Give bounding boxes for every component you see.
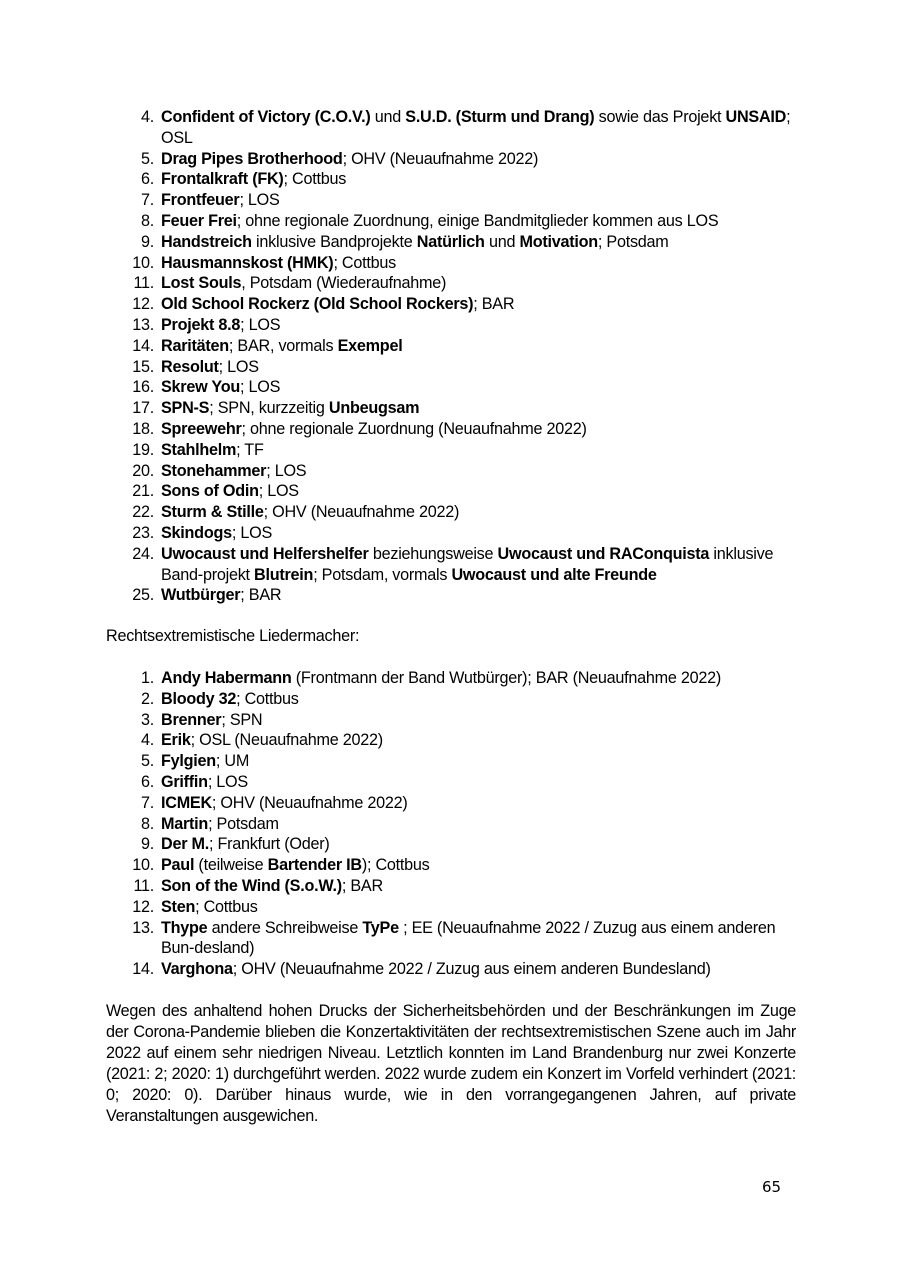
list-item-text: ; Cottbus bbox=[333, 253, 396, 272]
list-item-name: Sons of Odin bbox=[161, 482, 259, 501]
list-item bbox=[106, 855, 796, 876]
list-item-name: Spreewehr bbox=[161, 419, 242, 438]
list-item-text: und bbox=[370, 108, 406, 126]
list-item bbox=[106, 772, 796, 793]
list-item bbox=[106, 730, 796, 751]
list-item-name: Wutbürger bbox=[161, 586, 241, 605]
list-item-name: Sturm & Stille bbox=[161, 503, 264, 522]
list-item-number: 2. bbox=[140, 689, 154, 708]
list-item bbox=[106, 440, 796, 461]
list-item-number: 13. bbox=[132, 918, 154, 937]
list-item-text: ; LOS bbox=[258, 482, 299, 501]
list-item-text: ; LOS bbox=[240, 378, 281, 397]
list-item-text: und bbox=[484, 232, 520, 251]
list-item-name: Motivation bbox=[519, 232, 598, 251]
list-item-number: 22. bbox=[132, 503, 154, 522]
list-item-name: Thype bbox=[161, 918, 208, 937]
list-item-name: Skrew You bbox=[161, 378, 241, 397]
list-item bbox=[106, 897, 796, 918]
list-item-name: Bartender IB bbox=[267, 856, 362, 875]
list-item-name: Uwocaust und Helfershelfer bbox=[161, 544, 369, 563]
list-item bbox=[106, 357, 796, 378]
list-item-text: ; SPN bbox=[221, 710, 263, 729]
list-item-text: ; EE (Neuaufnahme 2022 / Zuzug aus einem anderen Bun-desland) bbox=[161, 918, 776, 958]
list-item bbox=[106, 169, 796, 190]
list-item-text: ; LOS bbox=[218, 357, 259, 376]
list-item-text: ; Potsdam bbox=[208, 814, 279, 833]
list-item-number: 5. bbox=[140, 149, 154, 168]
list-item-text: sowie das Projekt bbox=[594, 108, 726, 126]
list-item-text: ); Cottbus bbox=[361, 856, 430, 875]
band-list bbox=[106, 107, 796, 606]
list-item-number: 25. bbox=[132, 586, 154, 605]
list-item bbox=[106, 190, 796, 211]
list-item-text: ; OHV (Neuaufnahme 2022) bbox=[211, 793, 408, 812]
list-item-text: ; OSL bbox=[161, 108, 791, 147]
list-item bbox=[106, 273, 796, 294]
list-item-number: 13. bbox=[132, 315, 154, 334]
list-item-number: 12. bbox=[132, 295, 154, 314]
list-item-text: ; LOS bbox=[240, 315, 281, 334]
list-item-name: Handstreich bbox=[161, 232, 252, 251]
list-item-number: 4. bbox=[140, 731, 154, 750]
list-item-name: Frontalkraft (FK) bbox=[161, 170, 284, 189]
concert-paragraph: Wegen des anhaltend hohen Drucks der Sicherheitsbehörden und der Beschränkungen im Zuge der Corona-Pandemie blieben die Konzertaktivitäten der rechtsextremistischen Szene auch im Jahr 2022 auf einem sehr niedrigen Niveau. Letztlich konnten im Land Brandenburg nur zwei Konzerte (2021: 2; 2020: 1) durchgeführt werden. 2022 wurde zudem ein Konzert im Vorfeld verhindert (2021: 0; 2020: 0). Darüber hinaus wurde, wie in den vorrangegangenen Jahren, auf private Veranstaltungen ausgewichen. bbox=[106, 1002, 796, 1125]
list-item bbox=[106, 814, 796, 835]
list-item-text: ; Frankfurt (Oder) bbox=[208, 835, 330, 854]
list-item bbox=[106, 793, 796, 814]
list-item-number: 12. bbox=[132, 897, 154, 916]
list-item-number: 3. bbox=[140, 710, 154, 729]
list-item-text: ; TF bbox=[236, 440, 264, 459]
list-item-name: Frontfeuer bbox=[161, 191, 240, 210]
list-item-text: ; ohne regionale Zuordnung (Neuaufnahme 2022) bbox=[241, 419, 587, 438]
list-item-name: Raritäten bbox=[161, 336, 229, 355]
list-item bbox=[106, 834, 796, 855]
list-item-text: , Potsdam (Wiederaufnahme) bbox=[241, 274, 447, 293]
list-item-text: ; LOS bbox=[239, 191, 280, 210]
list-item-number: 14. bbox=[132, 336, 154, 355]
list-item-name: ICMEK bbox=[161, 793, 212, 812]
list-item-number: 11. bbox=[133, 876, 154, 895]
list-item-name: Varghona bbox=[161, 960, 233, 979]
list-item bbox=[106, 876, 796, 897]
list-item-name: TyPe bbox=[362, 918, 399, 937]
list-item-number: 6. bbox=[140, 170, 154, 189]
list-item-name: Griffin bbox=[161, 772, 208, 791]
list-item bbox=[106, 918, 796, 960]
list-item-text: (Frontmann der Band Wutbürger); BAR (Neuaufnahme 2022) bbox=[291, 669, 722, 687]
list-item-number: 8. bbox=[140, 814, 154, 833]
list-item-name: Fylgien bbox=[161, 752, 216, 771]
list-item-text: ; LOS bbox=[231, 523, 272, 542]
list-item-text: ; BAR bbox=[473, 295, 515, 314]
list-item-number: 11. bbox=[133, 274, 154, 293]
list-item-number: 9. bbox=[140, 835, 154, 854]
list-item-name: Andy Habermann bbox=[161, 669, 292, 687]
list-item-text: ; LOS bbox=[207, 772, 248, 791]
list-item-name: Uwocaust und alte Freunde bbox=[451, 565, 657, 584]
list-item-text: ; OHV (Neuaufnahme 2022 / Zuzug aus einem anderen Bundesland) bbox=[232, 960, 711, 979]
list-item bbox=[106, 398, 796, 419]
list-item-name: Lost Souls bbox=[161, 274, 242, 293]
list-item bbox=[106, 544, 796, 586]
list-item-text: ; ohne regionale Zuordnung, einige Bandmitglieder kommen aus LOS bbox=[236, 211, 719, 230]
list-item bbox=[106, 336, 796, 357]
page-number: 65 bbox=[762, 1178, 782, 1196]
list-item bbox=[106, 294, 796, 315]
list-item-text: inklusive Bandprojekte bbox=[251, 232, 417, 251]
list-item bbox=[106, 149, 796, 170]
singers-heading: Rechtsextremistische Liedermacher: bbox=[106, 627, 360, 645]
list-item-number: 8. bbox=[140, 211, 154, 230]
list-item-name: Exempel bbox=[337, 336, 403, 355]
list-item-name: Resolut bbox=[161, 357, 219, 376]
list-item-number: 17. bbox=[132, 399, 154, 418]
list-item-name: Sten bbox=[161, 897, 196, 916]
list-item-number: 10. bbox=[132, 856, 154, 875]
list-item bbox=[106, 315, 796, 336]
list-item-number: 24. bbox=[132, 544, 154, 563]
list-item-name: Hausmannskost (HMK) bbox=[161, 253, 334, 272]
list-item-name: Stahlhelm bbox=[161, 440, 237, 459]
list-item bbox=[106, 232, 796, 253]
list-item-number: 15. bbox=[132, 357, 154, 376]
list-item-name: Paul bbox=[161, 856, 195, 875]
list-item bbox=[106, 523, 796, 544]
list-item-name: UNSAID bbox=[725, 108, 787, 126]
list-item-name: Martin bbox=[161, 814, 209, 833]
list-item-number: 5. bbox=[140, 752, 154, 771]
list-item-text: ; Potsdam, vormals bbox=[313, 565, 452, 584]
list-item bbox=[106, 710, 796, 731]
list-item-text: ; SPN, kurzzeitig bbox=[209, 399, 329, 418]
list-item-name: S.U.D. (Sturm und Drang) bbox=[405, 108, 595, 126]
list-item-number: 6. bbox=[140, 772, 154, 791]
list-item-name: Brenner bbox=[161, 710, 222, 729]
list-item-number: 10. bbox=[132, 253, 154, 272]
list-item bbox=[106, 419, 796, 440]
list-item-text: inklusive Band-projekt bbox=[161, 544, 774, 584]
list-item bbox=[106, 481, 796, 502]
list-item-text: (teilweise bbox=[194, 856, 268, 875]
list-item-number: 20. bbox=[132, 461, 154, 480]
list-item-text: ; BAR bbox=[240, 586, 282, 605]
list-item-name: Unbeugsam bbox=[328, 399, 420, 418]
list-item-text: andere Schreibweise bbox=[207, 918, 363, 937]
list-item-name: Blutrein bbox=[254, 565, 314, 584]
list-item-name: Drag Pipes Brotherhood bbox=[161, 149, 343, 168]
list-item-number: 21. bbox=[132, 482, 154, 501]
list-item-text: ; Cottbus bbox=[236, 689, 299, 708]
list-item bbox=[106, 585, 796, 606]
list-item-number: 18. bbox=[132, 419, 154, 438]
list-item-text: ; LOS bbox=[266, 461, 307, 480]
list-item-number: 19. bbox=[132, 440, 154, 459]
list-item-number: 7. bbox=[140, 793, 154, 812]
list-item bbox=[106, 253, 796, 274]
list-item-text: ; BAR, vormals bbox=[228, 336, 338, 355]
list-item-number: 9. bbox=[140, 232, 154, 251]
list-item bbox=[106, 668, 796, 689]
list-item bbox=[106, 689, 796, 710]
list-item-text: ; OHV (Neuaufnahme 2022) bbox=[342, 149, 539, 168]
list-item-name: Feuer Frei bbox=[161, 211, 237, 230]
list-item bbox=[106, 461, 796, 482]
list-item-text: ; OSL (Neuaufnahme 2022) bbox=[190, 731, 383, 750]
list-item-name: Erik bbox=[161, 731, 191, 750]
list-item-name: Bloody 32 bbox=[161, 689, 237, 708]
list-item bbox=[106, 502, 796, 523]
list-item-name: Son of the Wind (S.o.W.) bbox=[161, 876, 342, 895]
list-item-text: ; Potsdam bbox=[597, 232, 669, 251]
list-item-number: 7. bbox=[140, 191, 154, 210]
list-item-number: 23. bbox=[132, 523, 154, 542]
list-item-text: beziehungsweise bbox=[368, 544, 498, 563]
list-item-name: Old School Rockerz (Old School Rockers) bbox=[161, 295, 474, 314]
list-item-text: ; Cottbus bbox=[195, 897, 258, 916]
singer-list bbox=[106, 668, 796, 980]
list-item bbox=[106, 211, 796, 232]
list-item bbox=[106, 959, 796, 980]
list-item-text: ; OHV (Neuaufnahme 2022) bbox=[263, 503, 460, 522]
list-item-number: 14. bbox=[132, 960, 154, 979]
list-item-number: 1. bbox=[140, 669, 154, 687]
list-item-name: Natürlich bbox=[416, 232, 485, 251]
list-item-name: Der M. bbox=[161, 835, 209, 854]
list-item-text: ; BAR bbox=[341, 876, 383, 895]
list-item-name: SPN-S bbox=[161, 399, 210, 418]
list-item-name: Uwocaust und RAConquista bbox=[497, 544, 710, 563]
list-item bbox=[106, 377, 796, 398]
list-item-text: ; Cottbus bbox=[283, 170, 347, 189]
list-item-number: 4. bbox=[140, 108, 154, 126]
list-item-text: ; UM bbox=[215, 752, 250, 771]
list-item-name: Confident of Victory (C.O.V.) bbox=[161, 108, 371, 126]
list-item-name: Projekt 8.8 bbox=[161, 315, 241, 334]
list-item-name: Stonehammer bbox=[161, 461, 267, 480]
list-item bbox=[106, 107, 796, 149]
list-item-name: Skindogs bbox=[161, 523, 232, 542]
list-item-number: 16. bbox=[132, 378, 154, 397]
list-item bbox=[106, 751, 796, 772]
